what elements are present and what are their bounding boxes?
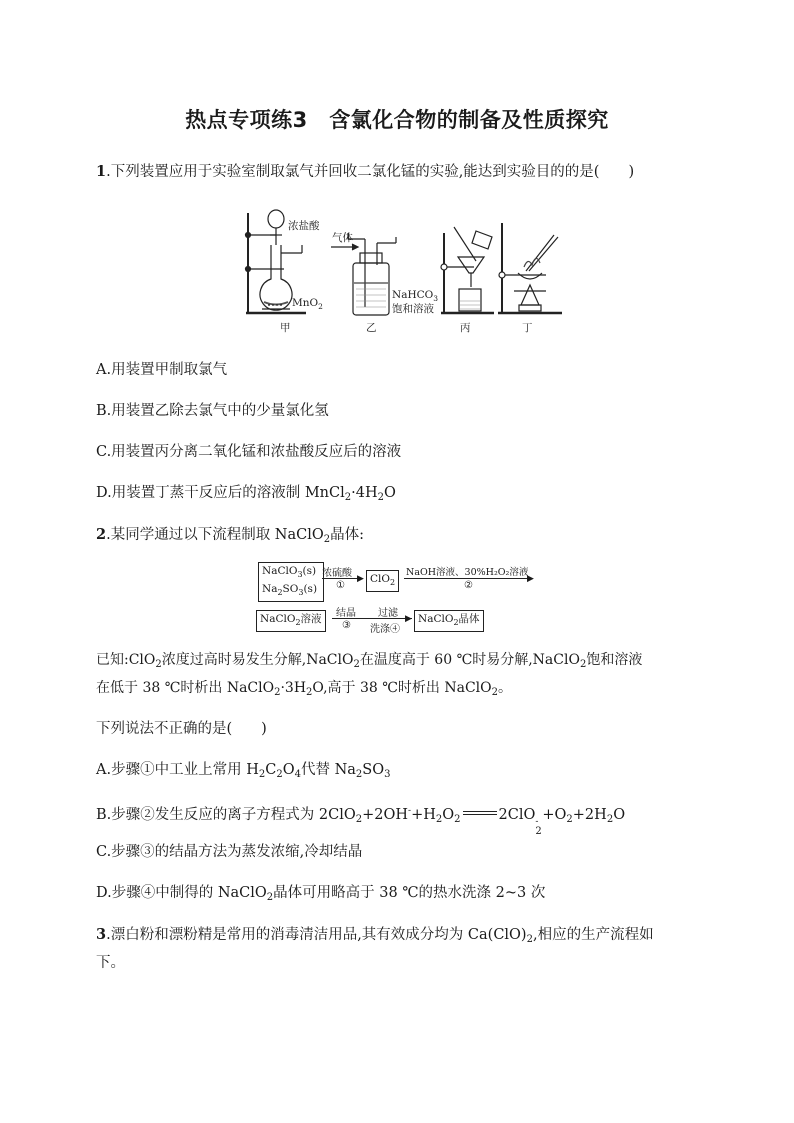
text: +2H <box>572 807 607 823</box>
flow-arrow3-bottom: ③ <box>342 620 351 631</box>
q1-option-a: A.用装置甲制取氯气 <box>96 362 228 378</box>
text: O,高于 38 ℃时析出 NaClO <box>312 680 492 696</box>
subscript: 2 <box>323 534 331 545</box>
text: +O <box>542 807 567 823</box>
text: D.步骤④中制得的 NaClO <box>96 885 267 901</box>
text: O <box>383 485 396 501</box>
flow-arrow3 <box>332 618 368 619</box>
q1-option-c: C.用装置丙分离二氧化锰和浓盐酸反应后的溶液 <box>96 444 402 460</box>
q1-stem-text: .下列装置应用于实验室制取氯气并回收二氯化锰的实验,能达到实验目的的是( ) <box>106 164 635 180</box>
flow-arrow1-top: 浓硫酸 <box>322 568 352 579</box>
q2-known-line2 <box>96 678 512 703</box>
text: (s) <box>303 583 318 595</box>
subscript: 2 <box>344 492 352 503</box>
text: NaClO <box>418 613 454 625</box>
q2-stem <box>96 525 364 550</box>
flow-diagram <box>256 562 546 635</box>
q3-number: 3 <box>96 926 107 943</box>
text: B.步骤②发生反应的离子方程式为 2ClO <box>96 807 356 823</box>
subscript: 2 <box>491 687 498 698</box>
q2-number: 2 <box>96 526 107 543</box>
text: O <box>613 807 626 823</box>
subscript: 2 <box>155 659 162 670</box>
equals-sign-icon <box>463 811 497 815</box>
flow-arrow4-top: 过滤 <box>378 608 398 619</box>
flow-box-reactants <box>258 562 324 602</box>
subscript: 2 <box>276 769 283 780</box>
flow-arrow1 <box>322 578 362 579</box>
subscript: 2 <box>454 814 461 825</box>
label-saturated: 饱和溶液 <box>392 303 434 315</box>
flow-arrow1-bottom: ① <box>336 580 345 591</box>
q2-option-d <box>96 883 545 908</box>
label-ding: 丁 <box>522 322 533 334</box>
label-mno2: MnO <box>292 297 319 309</box>
text: NaClO <box>260 613 296 625</box>
label-bing: 丙 <box>460 322 471 334</box>
text: ClO <box>370 573 391 585</box>
page-title: 热点专项练3 含氯化合物的制备及性质探究 <box>185 108 609 132</box>
q1-number: 1 <box>96 163 107 180</box>
subscript: 2 <box>266 892 274 903</box>
label-yi: 乙 <box>366 322 377 334</box>
superscript: - <box>535 817 539 827</box>
flow-arrow2-bottom: ② <box>464 580 473 591</box>
text: 晶体可用略高于 38 ℃的热水洗涤 2~3 次 <box>273 885 546 901</box>
subscript: 2 <box>535 826 542 837</box>
arrow-head-icon: ▶ <box>405 614 412 624</box>
flow-box-clo2 <box>366 570 399 592</box>
subscript: 3 <box>297 570 303 579</box>
text: 在低于 38 ℃时析出 NaClO <box>96 680 275 696</box>
flow-arrow2-top: NaOH溶液、30%H₂O₂溶液 <box>406 567 529 578</box>
apparatus-yi <box>331 233 396 315</box>
text: 浓度过高时易发生分解,NaClO <box>161 652 354 668</box>
subscript: 2 <box>377 492 384 503</box>
subscript: 2 <box>258 769 266 780</box>
q1-option-d <box>96 483 396 508</box>
q2-known-line1 <box>96 650 642 675</box>
text: 已知:ClO <box>96 652 156 668</box>
label-conc-hcl: 浓盐酸 <box>288 220 320 232</box>
text: 代替 Na <box>300 762 356 778</box>
text: 。 <box>498 680 512 696</box>
svg-text:NaHCO3 <box>392 289 438 303</box>
text: C <box>265 762 277 778</box>
subscript: 2 <box>295 618 301 627</box>
text: .漂白粉和漂粉精是常用的消毒清洁用品,其有效成分均为 Ca(ClO) <box>106 927 527 943</box>
text: .某同学通过以下流程制取 NaClO <box>106 527 324 543</box>
text: 饱和溶液 <box>586 652 643 668</box>
subscript: 2 <box>355 769 363 780</box>
subscript: 3 <box>384 769 391 780</box>
text: ·3H <box>280 680 307 696</box>
flow-box-naclo2-solution <box>256 610 326 632</box>
text: SO <box>282 583 299 595</box>
label-nahco3-sub: 3 <box>433 294 439 303</box>
text: ,相应的生产流程如 <box>532 927 654 943</box>
apparatus-bing <box>441 227 494 313</box>
label-mno2-sub: 2 <box>318 302 323 311</box>
q1-option-b: B.用装置乙除去氯气中的少量氯化氢 <box>96 403 329 419</box>
text: 2ClO <box>498 807 536 823</box>
flow-arrow4-bottom: 洗涤④ <box>370 624 400 635</box>
arrow-head-icon: ▶ <box>357 574 364 584</box>
text: +2OH <box>362 807 409 823</box>
text: A.步骤①中工业上常用 H <box>96 762 259 778</box>
subscript: 2 <box>579 659 587 670</box>
q2-ask: 下列说法不正确的是( ) <box>96 721 267 737</box>
subscript: 2 <box>353 659 360 670</box>
subscript: 2 <box>306 687 313 698</box>
subscript: 3 <box>298 588 304 597</box>
subscript: 2 <box>274 687 281 698</box>
subscript: 2 <box>453 618 459 627</box>
subscript: 2 <box>606 814 614 825</box>
q3-line2: 下。 <box>96 955 125 971</box>
label-gas: 气体 <box>332 232 353 244</box>
text: SO <box>362 762 385 778</box>
svg-text:MnO2 <box>292 297 323 311</box>
apparatus-ding <box>498 223 562 313</box>
q1-stem <box>96 162 634 182</box>
label-jia: 甲 <box>280 322 291 334</box>
subscript: 2 <box>435 814 443 825</box>
subscript: 2 <box>566 814 573 825</box>
arrow-head-icon: ▶ <box>527 574 534 584</box>
text: 晶体 <box>458 613 480 625</box>
subscript: 2 <box>526 934 533 945</box>
text: O <box>442 807 455 823</box>
text: 在温度高于 60 ℃时易分解,NaClO <box>359 652 580 668</box>
text: 晶体: <box>330 527 365 543</box>
text: O <box>282 762 295 778</box>
subscript: 2 <box>277 588 283 597</box>
text: (s) <box>302 565 317 577</box>
superscript: - <box>408 806 412 816</box>
subscript: 2 <box>390 578 396 587</box>
q2-option-c: C.步骤③的结晶方法为蒸发浓缩,冷却结晶 <box>96 844 363 860</box>
subscript: 2 <box>355 814 363 825</box>
text: 溶液 <box>300 613 322 625</box>
label-nahco3: NaHCO <box>392 289 434 301</box>
flow-box-naclo2-crystal <box>414 610 484 632</box>
text: NaClO <box>262 565 298 577</box>
subscript: 4 <box>294 769 301 780</box>
apparatus-figure <box>236 205 566 337</box>
flow-arrow2 <box>404 578 532 579</box>
q2-option-b <box>96 801 626 837</box>
flow-arrow3-top: 结晶 <box>336 608 356 619</box>
text: +H <box>411 807 436 823</box>
text: ·4H <box>351 485 378 501</box>
text: Na <box>262 583 278 595</box>
text: D.用装置丁蒸干反应后的溶液制 MnCl <box>96 485 345 501</box>
q2-option-a <box>96 760 391 785</box>
q3-line1 <box>96 925 654 950</box>
